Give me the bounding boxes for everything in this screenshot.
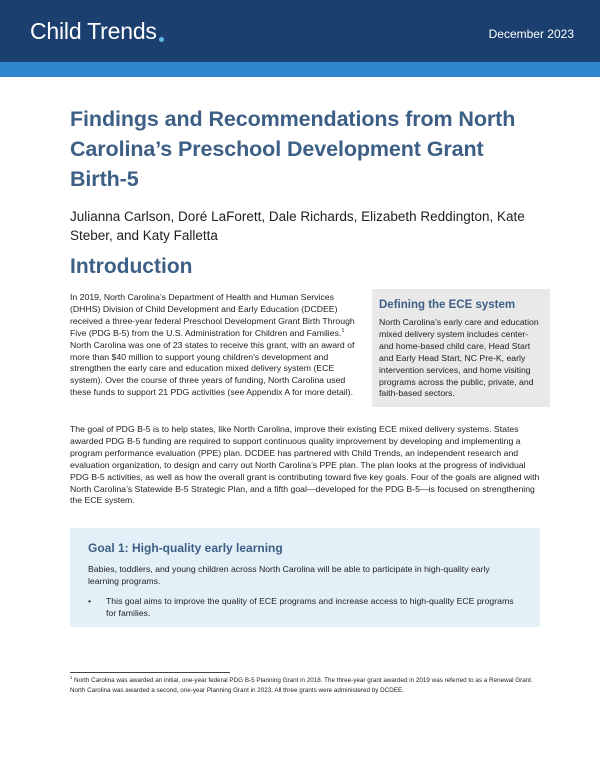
goal-bullet-text: This goal aims to improve the quality of ECE programs and increase access to high-quality ECE programs for families.: [106, 595, 514, 618]
goal-bullet-item: [88, 596, 522, 620]
footnote-ref-1: 1: [341, 327, 345, 334]
intro-paragraph-2: The goal of PDG B-5 is to help states, like North Carolina, improve their existing ECE mixed delivery systems. States awarded PDG B-5 funding are required to support continuous quality improvement by developing and implementing a program performance evaluation (PPE) plan. DCDEE has partnered with Child Trends, an independent research and evaluation organization, to design and carry out North Carolina’s PPE plan. The plan looks at the progress of individual PDG B-5 activities, as well as how the overall grant is contributing toward five key goals. Four of the goals are aligned with North Carolina’s Statewide B-5 Strategic Plan, and a fifth goal—developed for the PDG B-5—is focused on strengthening the ECE system.: [70, 424, 540, 506]
footnote-number: 1: [70, 674, 73, 680]
logo-text: Child Trends: [30, 18, 157, 44]
footnote: [70, 676, 540, 696]
intro-paragraph-1-part-a: In 2019, North Carolina’s Department of Health and Human Services (DHHS) Division of Child Development and Early Education (DCDEE) received a three-year federal Preschool Development Grant Birth Through Five (PDG B-5) from the U.S. Administration for Children and Families.: [70, 292, 355, 338]
sidebar-box: [372, 289, 550, 407]
child-trends-logo: [30, 18, 164, 44]
intro-paragraph-1-part-b: North Carolina was one of 23 states to receive this grant, with an award of more than $40 million to support young children’s development and strengthen the early care and education mixed delivery system (ECE system). Over the course of three years of funding, North Carolina used these funds to support 21 PDG activities (see Appendix A for more detail).: [70, 339, 355, 398]
footnote-text: North Carolina was awarded an initial, one-year federal PDG B-5 Planning Grant in 2018. The three-year grant awarded in 2019 was referred to as a Renewal Grant. North Carolina was awarded a second, one-year Planning Grant in 2023. All three grants were administered by DCDEE.: [70, 677, 533, 694]
logo-dot-icon: [159, 37, 164, 42]
page-title: Findings and Recommendations from North Carolina’s Preschool Development Grant Birth-5: [70, 107, 516, 191]
footnote-divider: [70, 672, 230, 673]
intro-paragraph-1: [70, 292, 360, 399]
section-heading-introduction: Introduction: [70, 255, 193, 278]
publication-date: December 2023: [488, 27, 574, 41]
page-header: [0, 0, 600, 62]
sidebar-title: Defining the ECE system: [379, 299, 516, 311]
goal-box: [70, 528, 540, 627]
sidebar-body: North Carolina’s early care and education mixed delivery system includes center- and home-based child care, Head Start and Early Head Start, NC Pre-K, early intervention services, and home visiting programs across the public, private, and faith-based sectors.: [379, 317, 539, 399]
header-stripe: [0, 62, 600, 77]
goal-body: Babies, toddlers, and young children across North Carolina will be able to participate in high-quality early learning programs.: [88, 564, 490, 586]
goal-title: Goal 1: High-quality early learning: [88, 541, 283, 555]
author-list: Julianna Carlson, Doré LaForett, Dale Richards, Elizabeth Reddington, Kate Steber, and Katy Falletta: [70, 209, 525, 243]
bullet-icon: •: [88, 595, 92, 606]
